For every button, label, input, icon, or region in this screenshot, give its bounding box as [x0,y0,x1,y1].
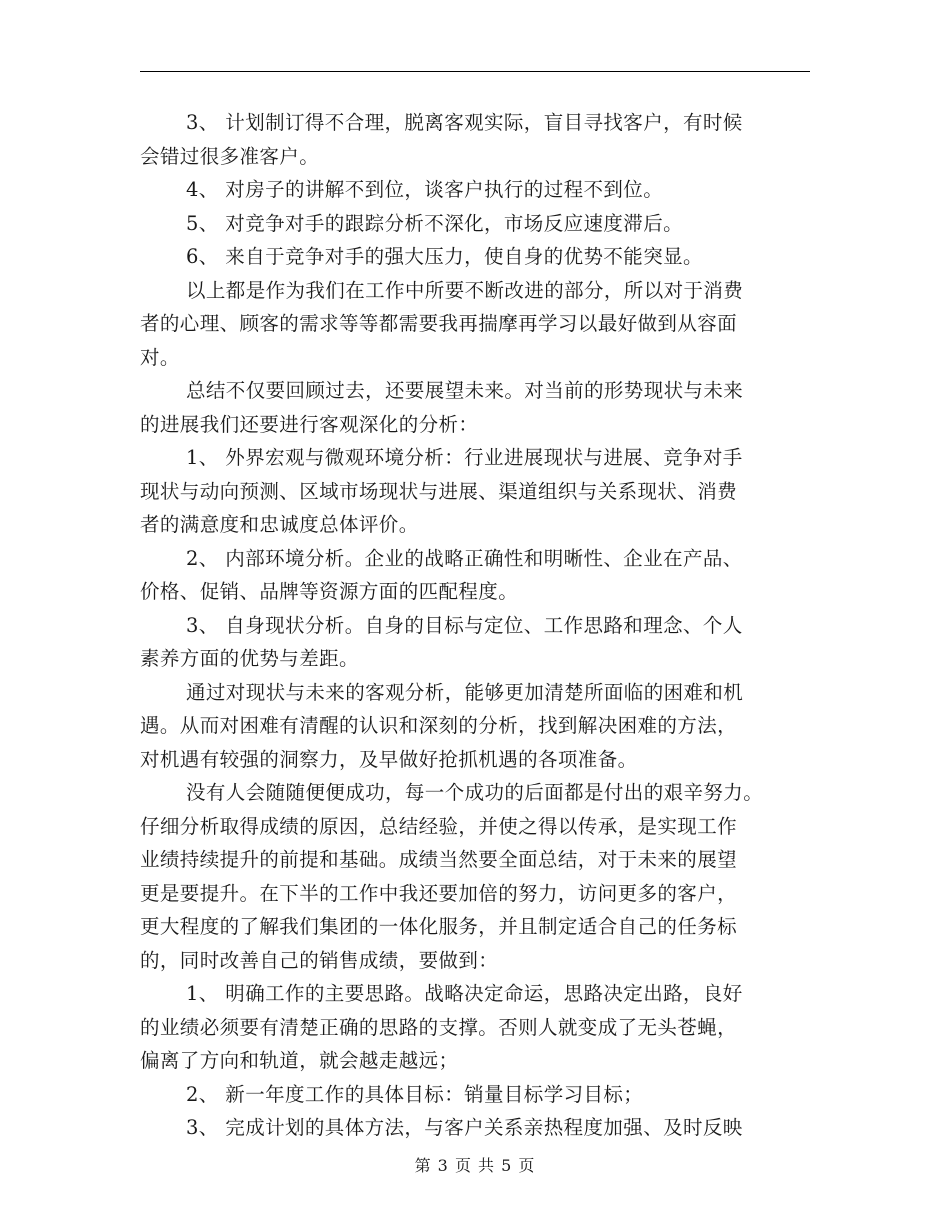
text-line: 3、 完成计划的具体方法，与客户关系亲热程度加强、及时反映 [186,1116,743,1139]
text-line: 更是要提升。在下半的工作中我还要加倍的努力，访问更多的客户， [140,881,738,905]
text-line: 2、 内部环境分析。企业的战略正确性和明晰性、企业在产品、 [186,546,743,570]
text-line: 遇。从而对困难有清醒的认识和深刻的分析，找到解决困难的方法， [140,714,738,737]
text-line: 3、 自身现状分析。自身的目标与定位、工作思路和理念、个人 [186,613,743,637]
text-line: 5、 对竞争对手的跟踪分析不深化，市场反应速度滞后。 [186,211,684,235]
text-line: 对机遇有较强的洞察力，及早做好抢抓机遇的各项准备。 [140,747,638,771]
text-line: 的，同时改善自己的销售成绩，要做到： [140,948,499,972]
text-line: 以上都是作为我们在工作中所要不断改进的部分，所以对于消费 [186,278,744,302]
text-line: 的进展我们还要进行客观深化的分析： [140,412,479,436]
text-line: 者的满意度和忠诚度总体评价。 [140,513,419,536]
text-line: 6、 来自于竞争对手的强大压力，使自身的优势不能突显。 [186,245,703,268]
text-line: 对。 [140,345,180,369]
text-line: 1、 明确工作的主要思路。战略决定命运，思路决定出路，良好 [186,982,743,1005]
text-line: 会错过很多准客户。 [140,144,320,168]
text-line: 者的心理、顾客的需求等等都需要我再揣摩再学习以最好做到从容面 [140,312,738,335]
document-body [140,106,810,1145]
text-line: 素养方面的优势与差距。 [140,647,359,670]
text-line: 总结不仅要回顾过去，还要展望未来。对当前的形势现状与未来 [186,379,744,402]
text-line: 没有人会随随便便成功，每一个成功的后面都是付出的艰辛努力。 [186,781,764,804]
text-line: 仔细分析取得成绩的原因，总结经验，并使之得以传承，是实现工作 [140,814,738,838]
text-line: 更大程度的了解我们集团的一体化服务，并且制定适合自己的任务标 [140,915,738,938]
text-line: 的业绩必须要有清楚正确的思路的支撑。否则人就变成了无头苍蝇， [140,1015,738,1039]
text-line: 偏离了方向和轨道，就会越走越远； [140,1049,459,1072]
page-footer: 第 3 页 共 5 页 [414,1156,536,1175]
text-line: 2、 新一年度工作的具体目标：销量目标学习目标； [186,1082,644,1106]
text-line: 4、 对房子的讲解不到位，谈客户执行的过程不到位。 [186,178,664,201]
text-line: 1、 外界宏观与微观环境分析：行业进展现状与进展、竞争对手 [186,446,743,469]
text-line: 价格、促销、品牌等资源方面的匹配程度。 [140,580,519,603]
text-line: 业绩持续提升的前提和基础。成绩当然要全面总结，对于未来的展望 [140,848,738,871]
header-rule [140,71,810,72]
text-line: 现状与动向预测、区域市场现状与进展、渠道组织与关系现状、消费 [140,479,738,503]
text-line: 3、 计划制订得不合理，脱离客观实际，盲目寻找客户，有时候 [186,111,743,134]
text-line: 通过对现状与未来的客观分析，能够更加清楚所面临的困难和机 [186,680,744,704]
